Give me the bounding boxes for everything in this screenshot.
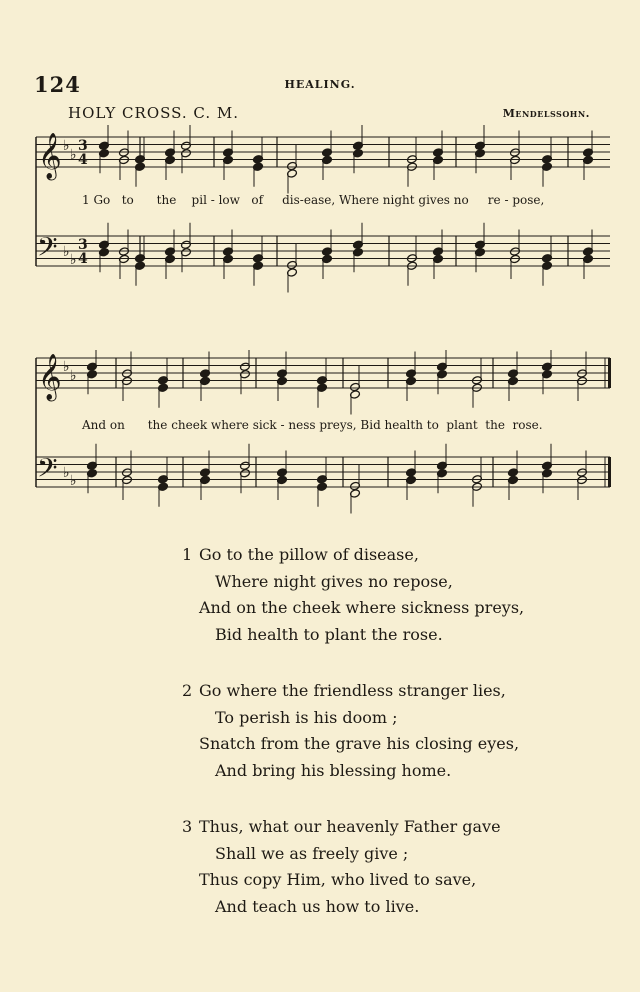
music-system-2 (0, 350, 640, 520)
stanza-number: 2 (182, 681, 193, 700)
stanza-3 (182, 814, 501, 921)
treble-clef-icon: 𝄞 (38, 133, 62, 179)
stanza-1 (182, 542, 524, 649)
stanza-line: Snatch from the grave his closing eyes, (199, 734, 520, 754)
lyric-line-2: And on the cheek where sick - ness preys, Bid health to plant the rose. (82, 418, 543, 432)
stanza-line: 3 Thus, what our heavenly Father gave (182, 814, 501, 841)
stanza-line: 2 Go where the friendless stranger lies, (182, 678, 519, 705)
bass-clef-icon: 𝄢 (37, 231, 58, 269)
lyric-line-1: 1 Go to the pil - low of dis-ease, Where night gives no re - pose, (82, 193, 545, 207)
treble-staff (36, 125, 610, 194)
flat-icon: ♭ (63, 359, 70, 375)
treble-clef-icon: 𝄞 (38, 354, 62, 400)
flat-icon: ♭ (63, 465, 70, 481)
stanza-line: To perish is his doom ; (215, 707, 398, 727)
treble-staff (36, 350, 611, 415)
stanza-number: 1 (182, 545, 193, 564)
flat-icon: ♭ (63, 138, 70, 154)
stanza-line: And teach us how to live. (215, 897, 420, 917)
bass-clef-icon: 𝄢 (37, 452, 58, 490)
flat-icon: ♭ (70, 368, 77, 384)
flat-icon: ♭ (70, 252, 77, 268)
bass-staff (36, 444, 611, 514)
stanza-line: And on the cheek where sickness preys, (199, 598, 525, 618)
stanza-line: Thus copy Him, who lived to save, (199, 870, 477, 890)
composer-credit: Mendelssohn. (502, 107, 590, 120)
flat-icon: ♭ (70, 147, 77, 163)
running-head: HEALING. (284, 78, 356, 91)
stanza-line: Shall we as freely give ; (215, 843, 409, 863)
tune-title: HOLY CROSS. C. M. (68, 104, 240, 122)
final-bar-line (608, 358, 611, 388)
time-signature: 4 (78, 152, 88, 168)
flat-icon: ♭ (70, 473, 77, 489)
bass-staff (36, 223, 610, 293)
stanza-line: Where night gives no repose, (215, 571, 453, 591)
final-bar-line (608, 457, 611, 487)
time-signature: 3 (78, 138, 88, 154)
stanza-line: And bring his blessing home. (215, 761, 452, 781)
stanza-line: 1 Go to the pillow of disease, (182, 542, 524, 569)
stanza-number: 3 (182, 817, 193, 836)
flat-icon: ♭ (63, 244, 70, 260)
stanza-2 (182, 678, 519, 785)
time-signature: 4 (78, 251, 88, 267)
page-number: 124 (34, 72, 81, 97)
stanza-line: Bid health to plant the rose. (215, 625, 443, 645)
music-system-1 (0, 125, 640, 305)
time-signature: 3 (78, 237, 88, 253)
